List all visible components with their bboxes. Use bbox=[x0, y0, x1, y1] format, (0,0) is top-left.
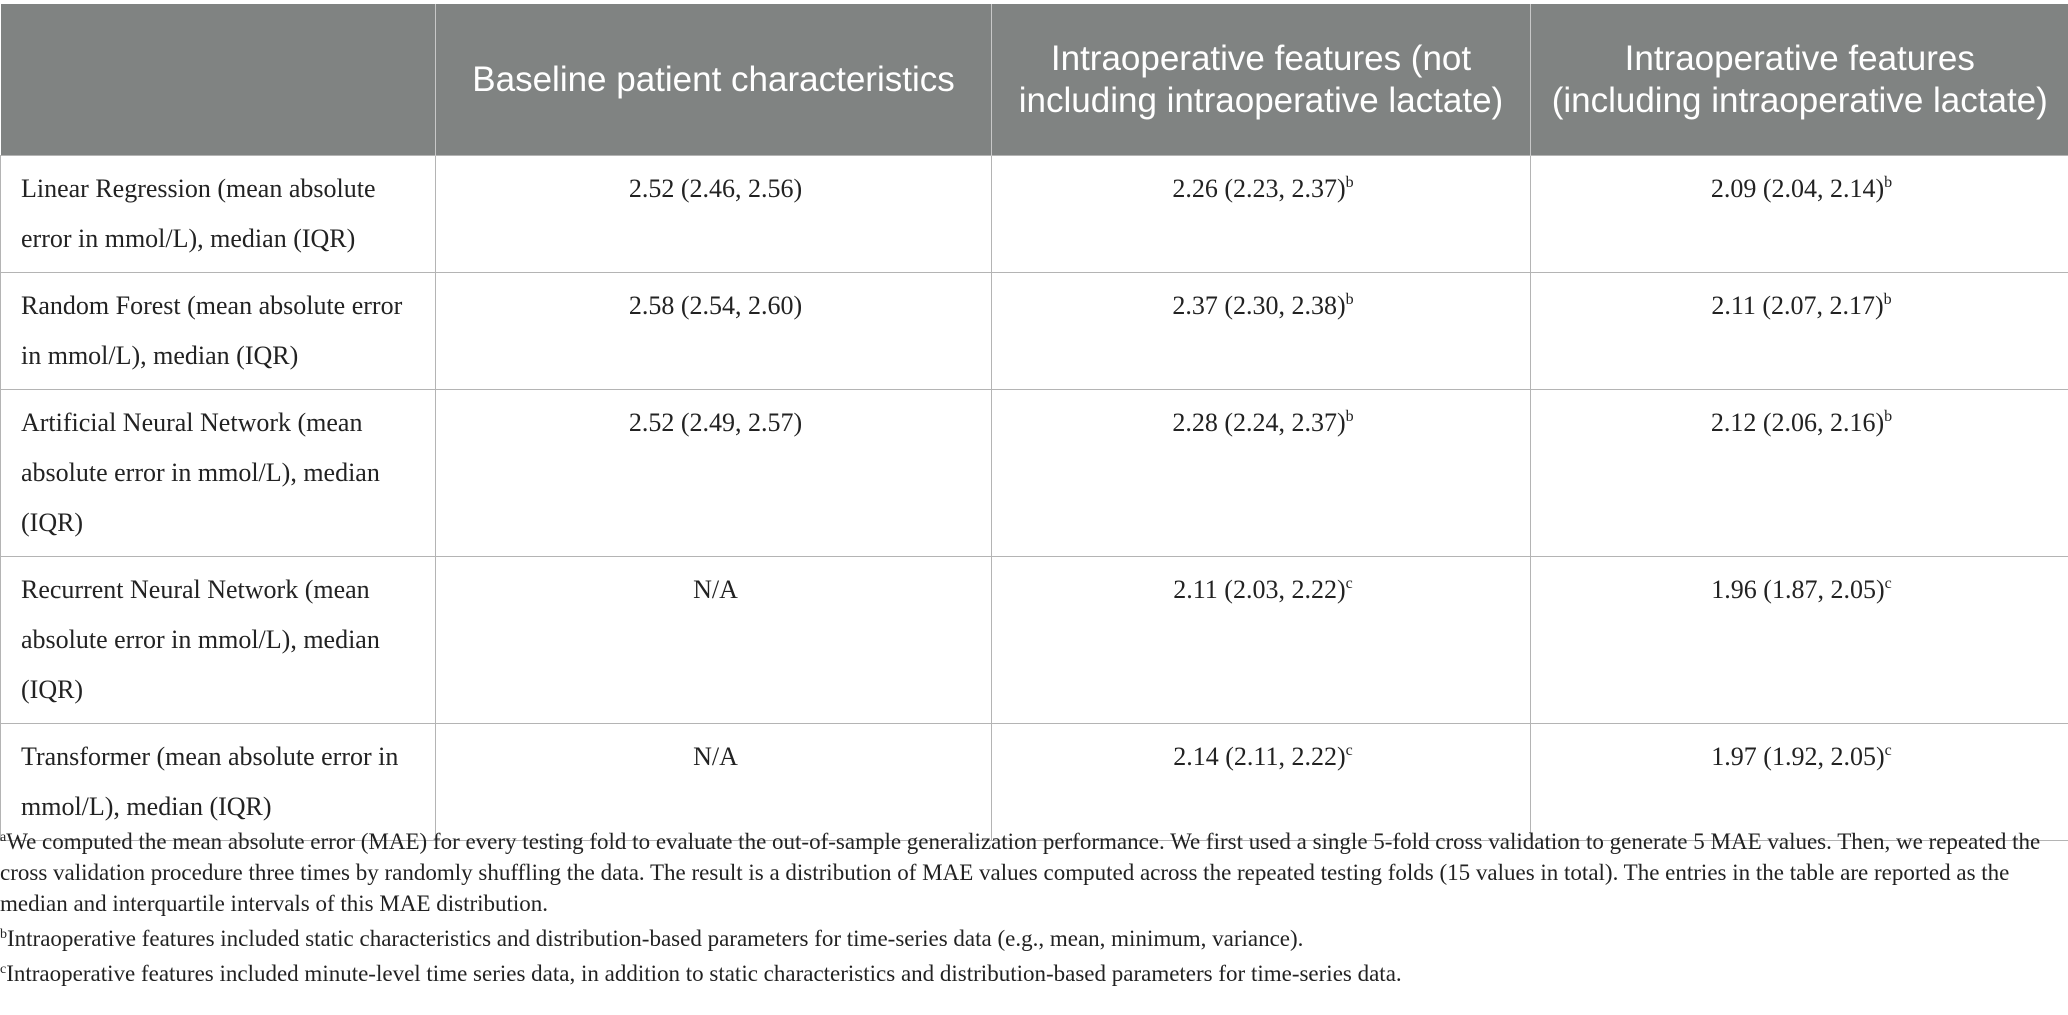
footnote-marker: c bbox=[1345, 575, 1353, 592]
footnote-text: Intraoperative features included minute-level time series data, in addition to static characteristics and distribution-based parameters for time-series data. bbox=[6, 961, 1402, 986]
results-table bbox=[0, 4, 2068, 841]
footnote-a bbox=[0, 826, 2060, 919]
footnote-marker: b bbox=[1345, 174, 1354, 191]
no-lactate-cell bbox=[992, 557, 1531, 724]
row-label: Linear Regression (mean absolute error in mmol/L), median (IQR) bbox=[1, 156, 436, 273]
value: 2.26 (2.23, 2.37) bbox=[1172, 174, 1346, 203]
value: 2.09 (2.04, 2.14) bbox=[1710, 174, 1885, 203]
footnote-marker: b bbox=[1884, 408, 1893, 425]
with-lactate-cell bbox=[1531, 724, 2068, 841]
header-no-lactate: Intraoperative features (not including intraoperative lactate) bbox=[992, 4, 1531, 156]
value: 2.11 (2.07, 2.17) bbox=[1711, 291, 1884, 320]
header-baseline: Baseline patient characteristics bbox=[436, 4, 992, 156]
with-lactate-cell bbox=[1531, 156, 2068, 273]
footnote-c bbox=[0, 958, 2060, 989]
with-lactate-cell bbox=[1531, 273, 2068, 390]
no-lactate-cell bbox=[992, 390, 1531, 557]
footnote-marker: b bbox=[1345, 408, 1354, 425]
table-row bbox=[1, 273, 2068, 390]
no-lactate-cell bbox=[992, 724, 1531, 841]
value: 1.96 (1.87, 2.05) bbox=[1711, 575, 1885, 604]
value: 1.97 (1.92, 2.05) bbox=[1711, 742, 1885, 771]
row-label: Random Forest (mean absolute error in mmol/L), median (IQR) bbox=[1, 273, 436, 390]
table-row bbox=[1, 724, 2068, 841]
baseline-cell: N/A bbox=[436, 724, 992, 841]
footnote-b bbox=[0, 923, 2060, 954]
with-lactate-cell bbox=[1531, 557, 2068, 724]
footnote-marker: b bbox=[1345, 291, 1354, 308]
table-row bbox=[1, 557, 2068, 724]
footnote-mark: a bbox=[0, 830, 7, 845]
baseline-cell: 2.52 (2.49, 2.57) bbox=[436, 390, 992, 557]
footnote-marker: b bbox=[1883, 291, 1892, 308]
row-label: Transformer (mean absolute error in mmol/L), median (IQR) bbox=[1, 724, 436, 841]
footnote-text: Intraoperative features included static characteristics and distribution-based parameters for time-series data (e.g., mean, minimum, variance). bbox=[7, 926, 1304, 951]
footnote-marker: c bbox=[1884, 742, 1892, 759]
footnotes bbox=[0, 826, 2060, 993]
header-with-lactate: Intraoperative features (including intraoperative lactate) bbox=[1531, 4, 2068, 156]
row-label: Artificial Neural Network (mean absolute error in mmol/L), median (IQR) bbox=[1, 390, 436, 557]
footnote-marker: b bbox=[1884, 174, 1893, 191]
no-lactate-cell bbox=[992, 156, 1531, 273]
baseline-cell: 2.58 (2.54, 2.60) bbox=[436, 273, 992, 390]
value: 2.11 (2.03, 2.22) bbox=[1173, 575, 1346, 604]
value: 2.14 (2.11, 2.22) bbox=[1173, 742, 1346, 771]
table-row bbox=[1, 390, 2068, 557]
no-lactate-cell bbox=[992, 273, 1531, 390]
footnote-mark: c bbox=[0, 962, 7, 977]
footnote-marker: c bbox=[1345, 742, 1353, 759]
value: 2.37 (2.30, 2.38) bbox=[1172, 291, 1346, 320]
baseline-cell: N/A bbox=[436, 557, 992, 724]
footnote-marker: c bbox=[1884, 575, 1892, 592]
value: 2.12 (2.06, 2.16) bbox=[1710, 408, 1885, 437]
footnote-mark: b bbox=[0, 927, 7, 942]
with-lactate-cell bbox=[1531, 390, 2068, 557]
header-empty bbox=[1, 4, 436, 156]
row-label: Recurrent Neural Network (mean absolute error in mmol/L), median (IQR) bbox=[1, 557, 436, 724]
footnote-text: We computed the mean absolute error (MAE) for every testing fold to evaluate the out-of-sample generalization performance. We first used a single 5-fold cross validation to generate 5 MAE values. Then, we repeated the cross validation procedure three times by randomly shuffling the data. The result is a distribution of MAE values computed across the repeated testing folds (15 values in total). The entries in the table are reported as the median and interquartile intervals of this MAE distribution. bbox=[0, 829, 2041, 916]
table-row bbox=[1, 156, 2068, 273]
value: 2.28 (2.24, 2.37) bbox=[1172, 408, 1346, 437]
header-row bbox=[1, 4, 2068, 156]
baseline-cell: 2.52 (2.46, 2.56) bbox=[436, 156, 992, 273]
